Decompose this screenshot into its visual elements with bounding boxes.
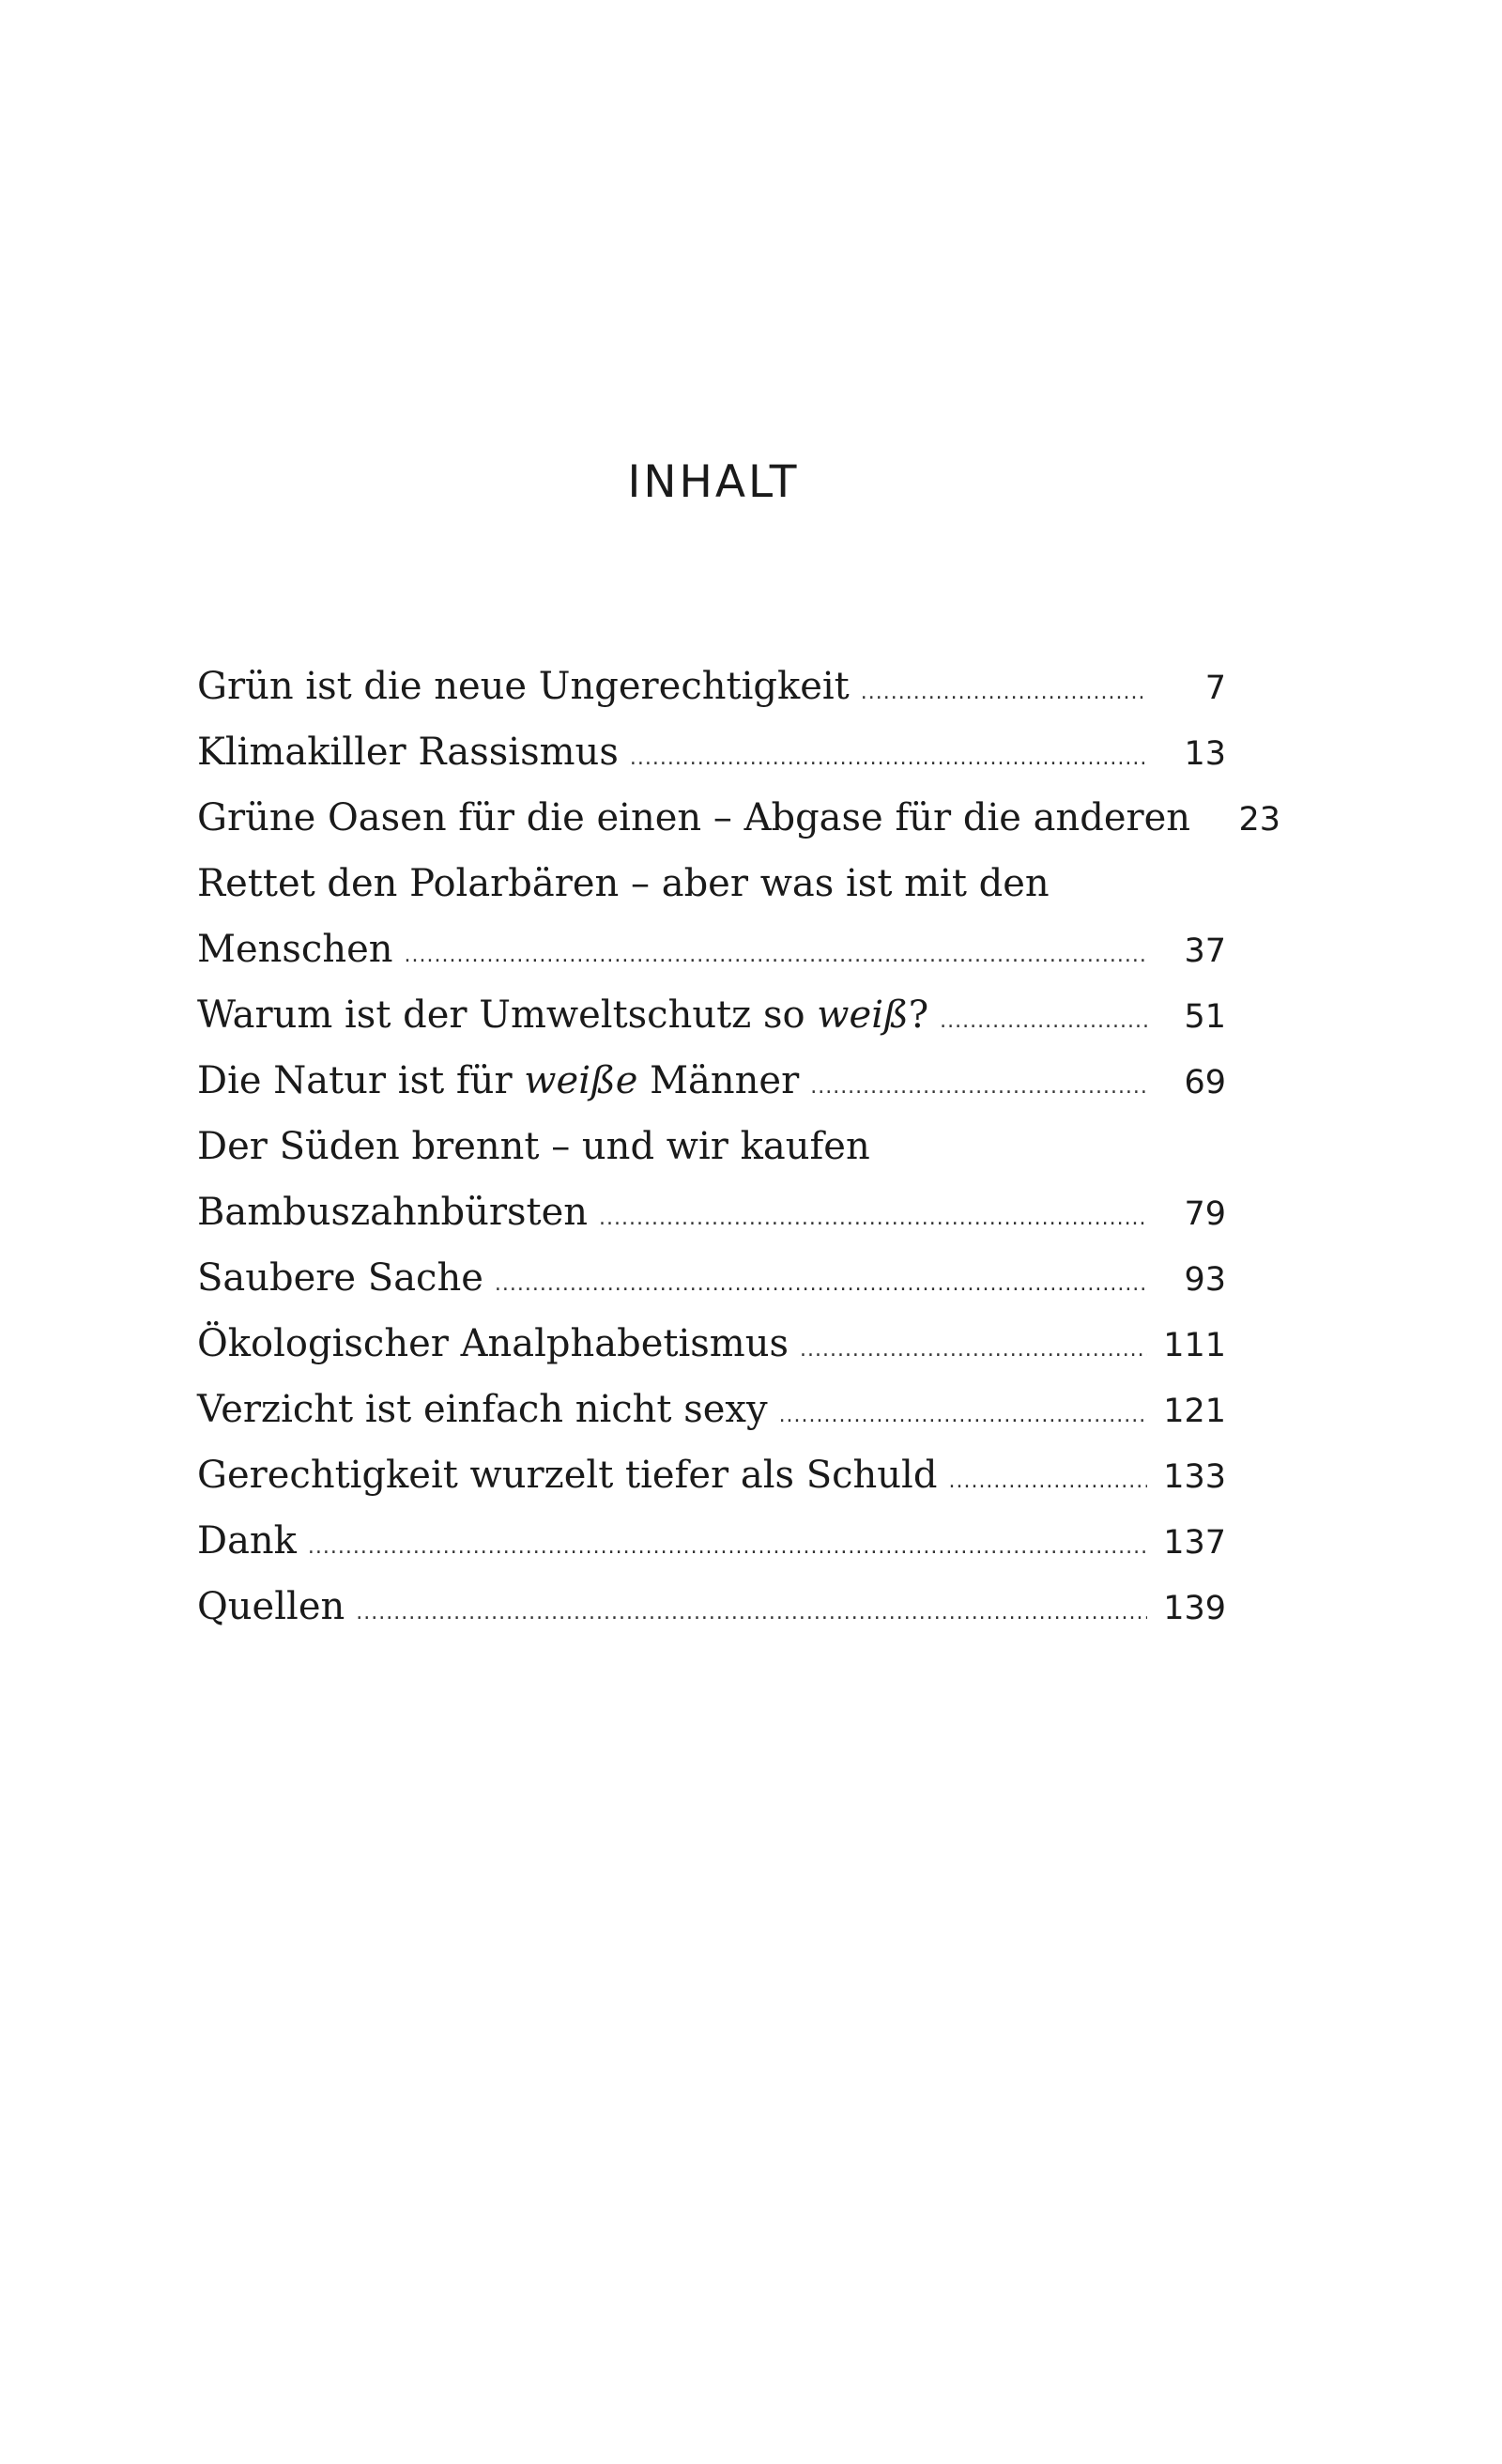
toc-leader-dots <box>630 726 1147 792</box>
toc-entry-page: 139 <box>1163 1590 1226 1627</box>
toc-entry-title: Der Süden brennt – und wir kaufen <box>197 1125 870 1168</box>
toc-entry-page: 121 <box>1163 1393 1226 1430</box>
toc-entry <box>197 654 1226 719</box>
toc-entry-title: Grüne Oasen für die einen – Abgase für die anderen <box>197 796 1191 839</box>
toc-title-part: Männer <box>637 1059 800 1102</box>
toc-entry-title: Gerechtigkeit wurzelt tiefer als Schuld <box>197 1454 938 1497</box>
toc-leader-dots <box>356 1580 1147 1646</box>
toc-entry-title <box>197 982 928 1048</box>
toc-entry-title: Klimakiller Rassismus <box>197 731 619 774</box>
toc-entry-page: 69 <box>1184 1064 1226 1101</box>
toc-entry-title: Dank <box>197 1519 297 1563</box>
toc-entry <box>197 1574 1226 1640</box>
toc-entry <box>197 1245 1226 1311</box>
toc-entry-page: 37 <box>1184 932 1226 970</box>
toc-entry <box>197 785 1281 851</box>
toc-leader-dots <box>779 1383 1147 1449</box>
toc-entry <box>197 916 1226 982</box>
toc-entry <box>197 1442 1226 1508</box>
toc-leader-dots <box>861 660 1147 726</box>
table-of-contents <box>197 654 1281 1640</box>
toc-entry-page: 137 <box>1163 1524 1226 1562</box>
toc-entry <box>197 1048 1226 1114</box>
toc-entry <box>197 982 1226 1048</box>
toc-title-part: Warum ist der Umweltschutz so <box>197 993 818 1037</box>
toc-leader-dots <box>810 1055 1147 1120</box>
toc-entry-title: Rettet den Polarbären – aber was ist mit den <box>197 862 1050 905</box>
toc-leader-dots <box>308 1515 1147 1580</box>
toc-entry-page: 111 <box>1163 1327 1226 1364</box>
toc-entry-title: Saubere Sache <box>197 1256 483 1300</box>
toc-leader-dots <box>800 1317 1147 1383</box>
toc-entry <box>197 1179 1226 1245</box>
toc-entry <box>197 1377 1226 1442</box>
toc-entry-title: Menschen <box>197 928 393 971</box>
toc-entry-title: Quellen <box>197 1585 345 1628</box>
toc-entry-page: 79 <box>1184 1195 1226 1233</box>
toc-title-emphasis: weiß <box>817 993 909 1037</box>
toc-entry <box>197 1311 1226 1377</box>
toc-title-part: ? <box>908 993 929 1037</box>
toc-leader-dots <box>599 1186 1147 1252</box>
toc-entry-page: 13 <box>1184 735 1226 773</box>
toc-entry-continued <box>197 1114 1226 1179</box>
toc-leader-dots <box>495 1252 1147 1317</box>
toc-entry-page: 93 <box>1184 1261 1226 1299</box>
toc-entry-page: 23 <box>1238 801 1281 839</box>
toc-heading: INHALT <box>627 456 800 508</box>
toc-entry <box>197 719 1226 785</box>
toc-entry-page: 7 <box>1204 670 1226 707</box>
toc-title-emphasis: weiße <box>524 1059 638 1102</box>
toc-entry-page: 133 <box>1163 1458 1226 1496</box>
toc-leader-dots <box>940 989 1147 1055</box>
toc-entry-title: Verzicht ist einfach nicht sexy <box>197 1388 768 1431</box>
toc-leader-dots <box>405 923 1147 989</box>
toc-entry-title: Grün ist die neue Ungerechtigkeit <box>197 665 850 708</box>
toc-leader-dots <box>948 1449 1147 1515</box>
toc-entry-continued <box>197 851 1226 916</box>
toc-entry-title <box>197 1048 799 1114</box>
toc-entry-page: 51 <box>1184 998 1226 1036</box>
toc-entry-title: Bambuszahnbürsten <box>197 1191 589 1234</box>
toc-entry <box>197 1508 1226 1574</box>
toc-entry-title: Ökologischer Analphabetismus <box>197 1322 789 1365</box>
toc-title-part: Die Natur ist für <box>197 1059 525 1102</box>
